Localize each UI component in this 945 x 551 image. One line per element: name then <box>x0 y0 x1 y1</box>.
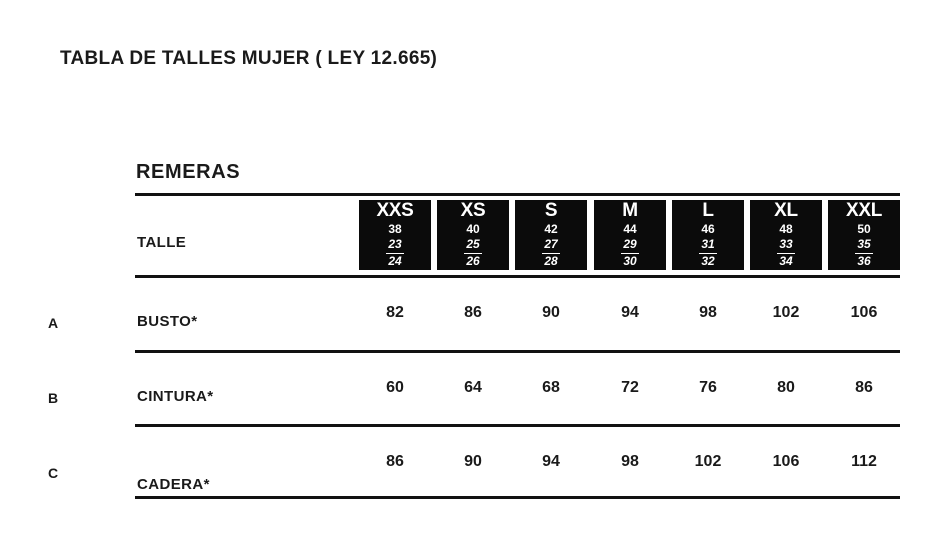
size-name: S <box>544 200 558 222</box>
size-name: XXS <box>376 200 414 222</box>
busto-value-xxs: 82 <box>386 304 404 321</box>
talle-column-label: TALLE <box>137 234 187 251</box>
size-fraction-top: 27 <box>542 238 559 254</box>
cintura-value-xxs: 60 <box>386 379 404 396</box>
busto-value-xl: 102 <box>772 304 800 321</box>
cintura-value-xxl: 86 <box>855 379 873 396</box>
size-number: 38 <box>388 222 402 237</box>
cadera-value-l: 102 <box>694 453 722 470</box>
horizontal-rule-under-busto <box>135 350 900 353</box>
size-fraction-top: 25 <box>464 238 481 254</box>
size-name: XXL <box>845 200 883 222</box>
size-header-xxs <box>359 200 431 270</box>
cintura-value-l: 76 <box>699 379 717 396</box>
busto-value-xxl: 106 <box>850 304 878 321</box>
size-header-l <box>672 200 744 270</box>
size-header-s <box>515 200 587 270</box>
page-title: TABLA DE TALLES MUJER ( LEY 12.665) <box>60 48 438 69</box>
size-number: 48 <box>779 222 793 237</box>
horizontal-rule-under-cintura <box>135 424 900 427</box>
size-name: XS <box>460 200 486 222</box>
size-header-xl <box>750 200 822 270</box>
cintura-value-xs: 64 <box>464 379 482 396</box>
size-fraction-bottom: 28 <box>544 254 558 268</box>
size-number: 50 <box>857 222 871 237</box>
size-fraction <box>542 238 559 269</box>
section-heading-remeras: REMERAS <box>136 161 241 183</box>
size-fraction <box>855 238 872 269</box>
size-fraction <box>777 238 794 269</box>
size-fraction-top: 35 <box>855 238 872 254</box>
size-fraction <box>699 238 716 269</box>
size-fraction <box>464 238 481 269</box>
size-fraction-top: 29 <box>621 238 638 254</box>
size-fraction-top: 33 <box>777 238 794 254</box>
size-header-xs <box>437 200 509 270</box>
cintura-value-xl: 80 <box>777 379 795 396</box>
size-number: 44 <box>623 222 637 237</box>
row-letter-c: C <box>48 465 59 481</box>
size-fraction-bottom: 34 <box>779 254 793 268</box>
cadera-value-xl: 106 <box>772 453 800 470</box>
size-name: M <box>622 200 638 222</box>
cadera-value-xxl: 112 <box>851 453 877 470</box>
row-letter-b: B <box>48 390 59 406</box>
row-label-cintura: CINTURA* <box>137 388 214 405</box>
row-label-busto: BUSTO* <box>137 313 198 330</box>
horizontal-rule-top <box>135 193 900 196</box>
cintura-value-s: 68 <box>542 379 560 396</box>
size-header-m <box>594 200 666 270</box>
horizontal-rule-under-cadera <box>135 496 900 499</box>
size-number: 42 <box>544 222 558 237</box>
cadera-value-s: 94 <box>542 453 560 470</box>
cintura-value-m: 72 <box>621 379 639 396</box>
size-fraction-bottom: 26 <box>466 254 480 268</box>
size-fraction-top: 23 <box>386 238 403 254</box>
size-fraction-bottom: 30 <box>623 254 637 268</box>
row-label-cadera: CADERA* <box>137 476 210 493</box>
size-fraction <box>386 238 403 269</box>
size-header-xxl <box>828 200 900 270</box>
cadera-value-m: 98 <box>621 453 639 470</box>
size-number: 46 <box>701 222 715 237</box>
busto-value-m: 94 <box>621 304 639 321</box>
busto-value-xs: 86 <box>464 304 482 321</box>
busto-value-l: 98 <box>699 304 717 321</box>
row-letter-a: A <box>48 315 59 331</box>
size-fraction-bottom: 24 <box>388 254 402 268</box>
cadera-value-xs: 90 <box>464 453 482 470</box>
horizontal-rule-under-header <box>135 275 900 278</box>
size-fraction-bottom: 32 <box>701 254 715 268</box>
cadera-value-xxs: 86 <box>386 453 404 470</box>
size-fraction <box>621 238 638 269</box>
size-name: XL <box>774 200 798 222</box>
size-number: 40 <box>466 222 480 237</box>
size-name: L <box>702 200 714 222</box>
size-fraction-bottom: 36 <box>857 254 871 268</box>
busto-value-s: 90 <box>542 304 560 321</box>
size-fraction-top: 31 <box>699 238 716 254</box>
